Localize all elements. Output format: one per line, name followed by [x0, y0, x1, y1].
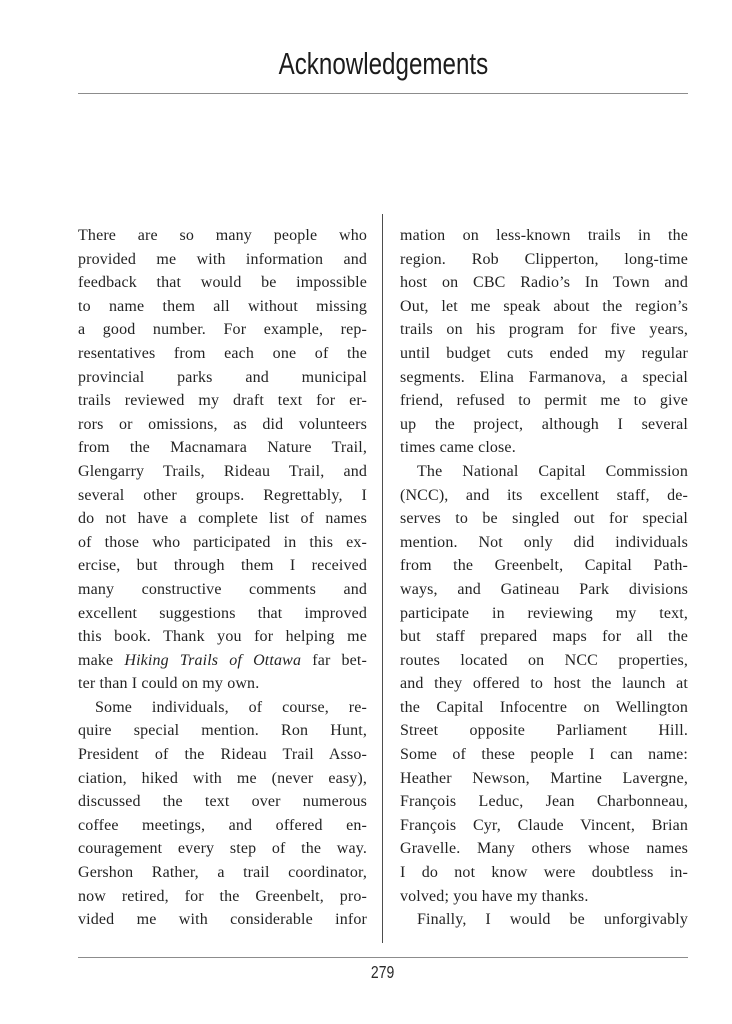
text-line: The National Capital Commission [417, 462, 688, 480]
footer-rule [78, 957, 688, 958]
text-line: I do not know were doubtless in- [400, 864, 688, 882]
text-line: François Cyr, Claude Vincent, Brian [400, 816, 688, 834]
text-line: excellent suggestions that improved [78, 604, 367, 622]
text-line: ways, and Gatineau Park divisions [400, 580, 688, 598]
text-line: to name them all without missing [78, 297, 367, 315]
text-line: friend, refused to permit me to give [400, 392, 688, 410]
text-column-right [400, 224, 688, 932]
text-column-left [78, 224, 367, 932]
text-line: discussed the text over numerous [78, 793, 367, 811]
text-line: President of the Rideau Trail Asso- [78, 746, 367, 764]
text-line: the Capital Infocentre on Wellington [400, 698, 688, 716]
column-divider [382, 214, 383, 943]
text-line: participate in reviewing my text, [400, 604, 688, 622]
text-line: provincial parks and municipal [78, 368, 367, 386]
text-line: provided me with information and [78, 250, 367, 268]
text-line: and they offered to host the launch at [400, 675, 688, 693]
text-line: of those who participated in this ex- [78, 533, 367, 551]
text-line: resentatives from each one of the [78, 344, 367, 362]
text-line: from the Greenbelt, Capital Path- [400, 557, 688, 575]
text-line: now retired, for the Greenbelt, pro- [78, 887, 367, 905]
text-line: Street opposite Parliament Hill. [400, 722, 688, 740]
text-line: trails reviewed my draft text for er- [78, 392, 367, 410]
text-line: Finally, I would be unforgivably [417, 911, 688, 929]
text-line: Some of these people I can name: [400, 746, 688, 764]
text-line: make Hiking Trails of Ottawa far bet- [78, 651, 368, 669]
text-line: routes located on NCC properties, [400, 651, 688, 669]
text-line: coffee meetings, and offered en- [78, 816, 367, 834]
text-line: times came close. [400, 439, 516, 457]
text-line: Gravelle. Many others whose names [400, 840, 688, 858]
text-line: many constructive comments and [78, 580, 367, 598]
text-line: mention. Not only did individuals [400, 533, 688, 551]
text-line: ter than I could on my own. [78, 675, 260, 693]
page-header [78, 46, 688, 82]
text-line: serves to be singled out for special [400, 510, 688, 528]
text-line: trails on his program for five years, [400, 321, 688, 339]
text-line: until budget cuts ended my regular [400, 344, 688, 362]
text-line: quire special mention. Ron Hunt, [78, 722, 367, 740]
page-title: Acknowledgements [278, 46, 488, 81]
text-line: Some individuals, of course, re- [95, 698, 367, 716]
text-line: feedback that would be impossible [78, 274, 367, 292]
text-line: ercise, but through them I received [78, 557, 367, 575]
text-line: this book. Thank you for helping me [78, 628, 367, 646]
text-line: do not have a complete list of names [78, 510, 367, 528]
text-line: vided me with considerable infor [78, 911, 367, 929]
text-line: Gershon Rather, a trail coordinator, [78, 864, 367, 882]
page-footer [78, 962, 688, 983]
text-line: Out, let me speak about the region’s [400, 297, 688, 315]
text-line: region. Rob Clipperton, long-time [400, 250, 688, 268]
header-rule [78, 93, 688, 94]
text-line: François Leduc, Jean Charbonneau, [400, 793, 688, 811]
text-line: but staff prepared maps for all the [400, 628, 688, 646]
text-line: host on CBC Radio’s In Town and [400, 274, 688, 292]
text-line: couragement every step of the way. [78, 840, 367, 858]
text-line: Heather Newson, Martine Lavergne, [400, 769, 688, 787]
text-columns [78, 224, 688, 932]
text-line: There are so many people who [78, 227, 367, 244]
text-line: up the project, although I several [400, 415, 688, 433]
text-line: segments. Elina Farmanova, a special [400, 368, 688, 386]
text-line: from the Macnamara Nature Trail, [78, 439, 367, 457]
text-line: rors or omissions, as did volunteers [78, 415, 367, 433]
text-line: mation on less-known trails in the [400, 227, 688, 244]
text-line: a good number. For example, rep- [78, 321, 367, 339]
text-line: Glengarry Trails, Rideau Trail, and [78, 462, 367, 480]
text-line: several other groups. Regrettably, I [78, 486, 367, 504]
text-line: (NCC), and its excellent staff, de- [400, 486, 688, 504]
text-line: volved; you have my thanks. [400, 887, 589, 905]
page-number: 279 [371, 962, 395, 982]
text-line: ciation, hiked with me (never easy), [78, 769, 367, 787]
